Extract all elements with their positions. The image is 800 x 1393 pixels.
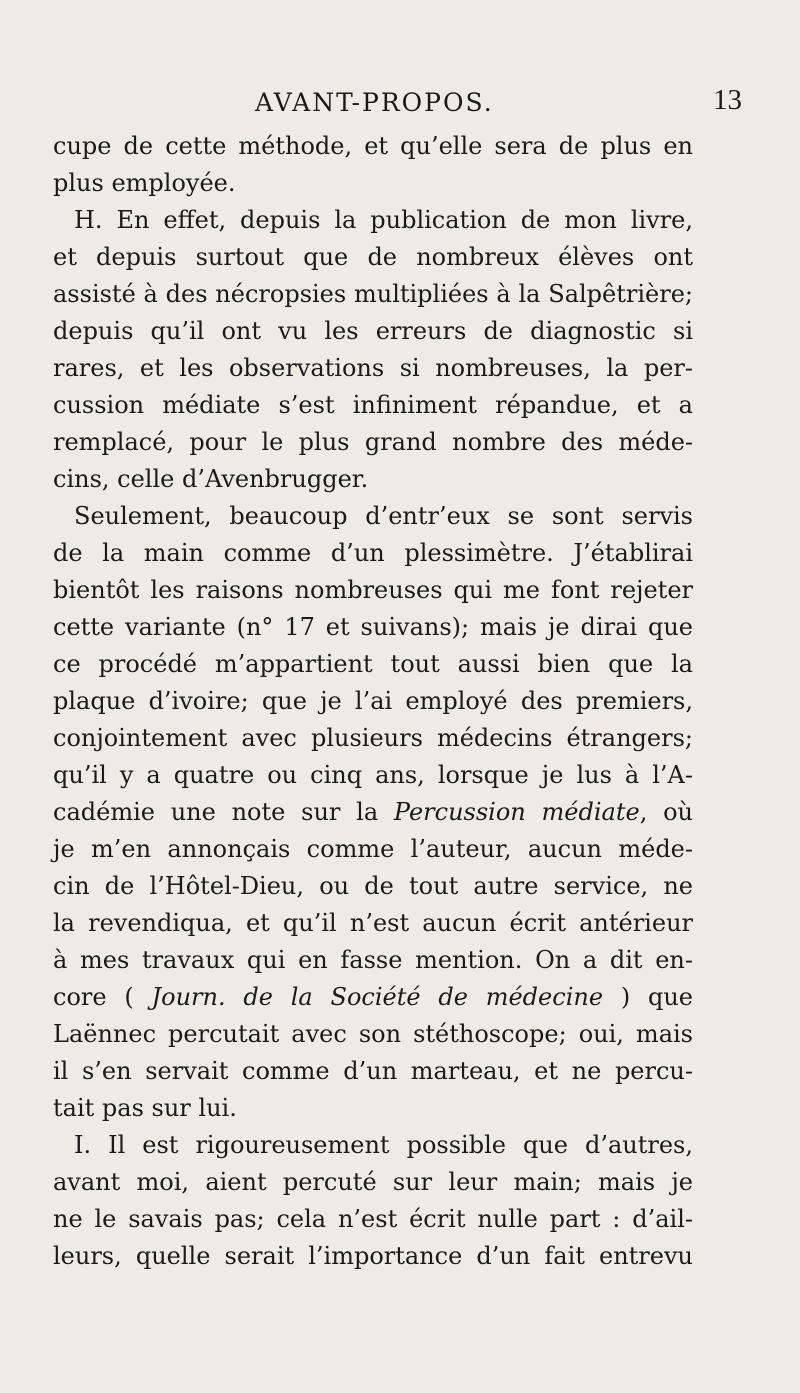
text-line: remplacé, pour le plus grand nombre des méde- [53,428,693,456]
text-line: cin de l’Hôtel-Dieu, ou de tout autre service, ne [53,872,693,900]
text-line: qu’il y a quatre ou cinq ans, lorsque je lus à l’A- [53,761,693,789]
text-line: il s’en servait comme d’un marteau, et ne percu- [53,1057,693,1085]
body-text [53,128,693,1275]
italic-title: Journ. de la Société de médecine [151,983,604,1011]
running-title: AVANT-PROPOS. [255,88,494,117]
text-line: cette variante (n° 17 et suivans); mais je dirai que [53,613,693,641]
text-line: core ( Journ. de la Société de médecine ) que [53,983,693,1011]
text-line: la revendiqua, et qu’il n’est aucun écrit antérieur [53,909,693,937]
paragraph-start-line: H. En effet, depuis la publication de mon livre, [74,206,693,234]
text-line: conjointement avec plusieurs médecins étrangers; [53,724,693,752]
text-line: depuis qu’il ont vu les erreurs de diagnostic si [53,317,693,345]
text-line: plaque d’ivoire; que je l’ai employé des premiers, [53,687,693,715]
text-line: ce procédé m’appartient tout aussi bien que la [53,650,693,678]
text-line: Laënnec percutait avec son stéthoscope; oui, mais [53,1020,693,1048]
text-line: assisté à des nécropsies multipliées à la Salpêtrière; [53,280,693,308]
text-line: cins, celle d’Avenbrugger. [53,465,369,493]
text-line: avant moi, aient percuté sur leur main; mais je [53,1168,693,1196]
text-line: à mes travaux qui en fasse mention. On a dit en- [53,946,693,974]
text-line: bientôt les raisons nombreuses qui me font rejeter [53,576,693,604]
text-line: leurs, quelle serait l’importance d’un fait entrevu [53,1242,693,1270]
text-line: tait pas sur lui. [53,1094,237,1122]
paragraph-start-line: I. Il est rigoureusement possible que d’autres, [74,1131,693,1159]
page-number: 13 [713,84,742,116]
paragraph-start-line: Seulement, beaucoup d’entr’eux se sont servis [74,502,693,530]
text-line: ne le savais pas; cela n’est écrit nulle part : d’ail- [53,1205,693,1233]
text-line: plus employée. [53,169,236,197]
text-line: cadémie une note sur la Percussion médiate, où [53,798,694,826]
italic-title: Percussion médiate [393,798,640,826]
text-line: cupe de cette méthode, et qu’elle sera de plus en [53,132,693,160]
text-line: rares, et les observations si nombreuses, la per- [53,354,693,382]
text-line: je m’en annonçais comme l’auteur, aucun méde- [53,835,693,863]
text-line: et depuis surtout que de nombreux élèves ont [53,243,693,271]
text-line: de la main comme d’un plessimètre. J’établirai [53,539,693,567]
text-line: cussion médiate s’est infiniment répandue, et a [53,391,693,419]
